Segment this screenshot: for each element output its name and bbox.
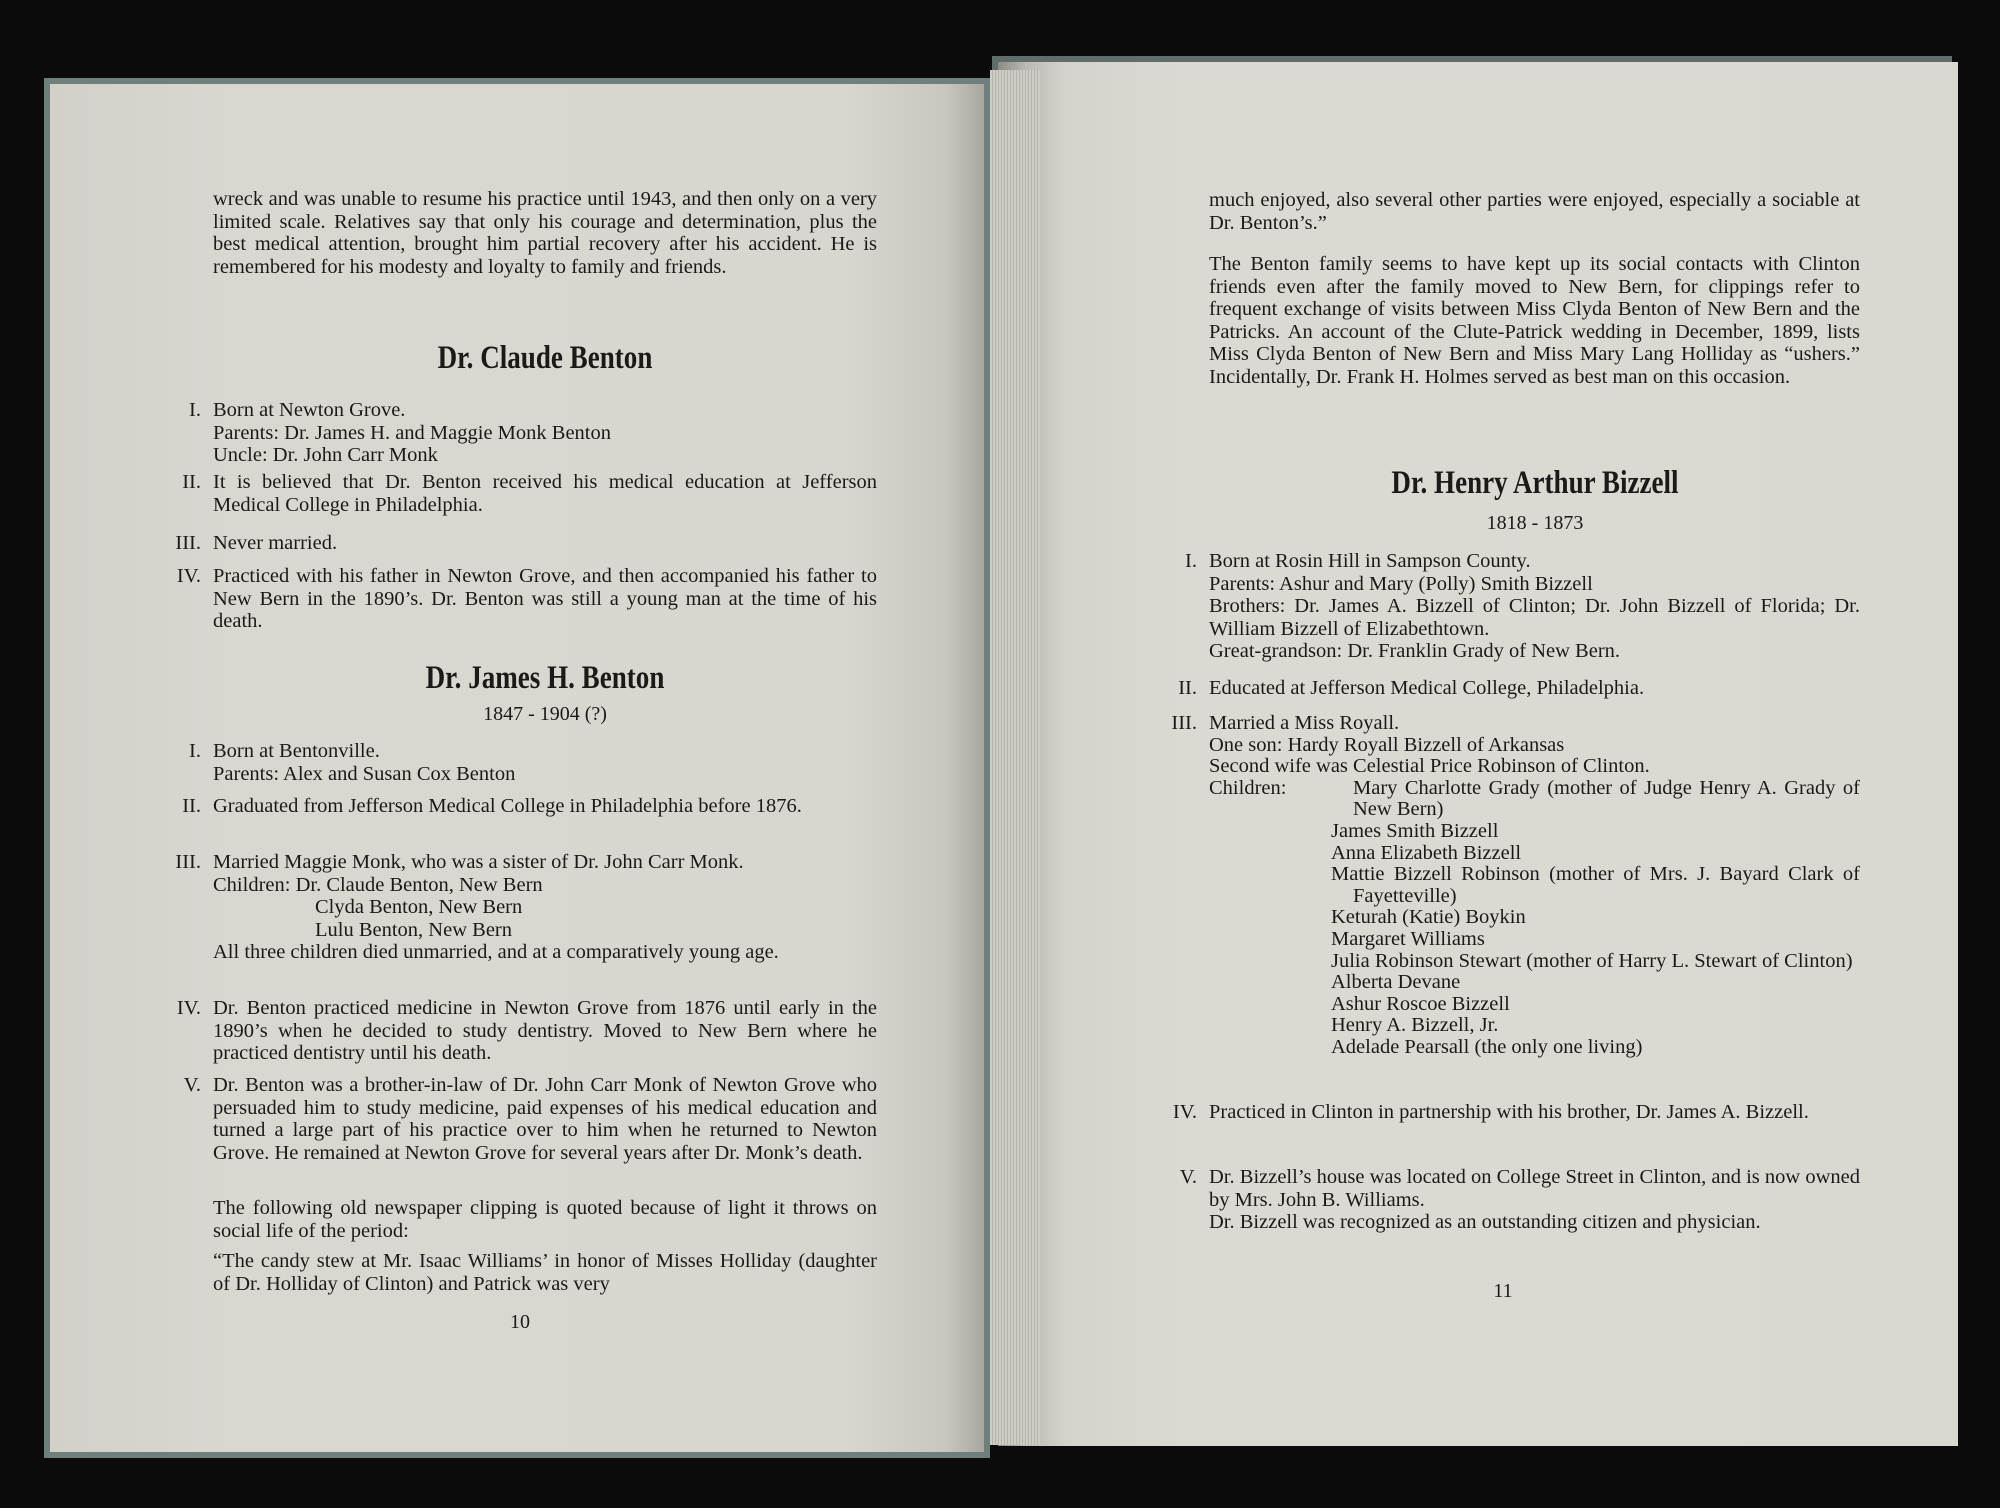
item-text: Graduated from Jefferson Medical College in Philadelphia before 1876. [213,795,802,817]
child-name: Margaret Williams [1331,927,1485,950]
item-line: One son: Hardy Royall Bizzell of Arkansas [1209,733,1565,756]
child-name: Lulu Benton, New Bern [315,918,512,941]
numeral: IV. [1172,1101,1197,1123]
james-item-2 [182,795,877,818]
child-name: Alberta Devane [1331,971,1461,994]
item-line: Parents: Alex and Susan Cox Benton [213,762,516,785]
item-text: Practiced with his father in Newton Grove, and then accompanied his father to New Bern in the 1890’s. Dr. Benton was still a young man at the time of his death. [213,565,877,632]
children-label: Children: [1209,776,1287,799]
page-number-right: 11 [1493,1280,1513,1302]
item-line: Married a Miss Royall. [1209,712,1400,734]
item-text: Never married. [213,532,338,554]
item-text: Dr. Benton practiced medicine in Newton Grove from 1876 until early in the 1890’s when he decided to study dentistry. Moved to New Bern where he practiced dentistry until his death. [213,997,877,1064]
claude-item-2 [182,471,877,516]
numeral: III. [175,851,201,873]
claude-item-1 [189,399,877,467]
children-label: Children: [213,873,291,896]
quote-end: much enjoyed, also several other parties were enjoyed, especially a sociable at Dr. Benton’s.” [1209,189,1860,234]
numeral: V. [1179,1166,1197,1188]
numeral: I. [189,399,201,421]
child-name: Anna Elizabeth Bizzell [1331,841,1522,864]
item-note: All three children died unmarried, and at a comparatively young age. [213,941,779,963]
numeral: II. [182,795,201,817]
section-title-james-benton: Dr. James H. Benton [425,660,665,696]
james-item-5 [183,1074,877,1164]
continuation-paragraph: wreck and was unable to resume his practice until 1943, and then only on a very limited scale. Relatives say that only his courage and determination, plus the best medical attention, brought him partial recovery after his accident. He is remembered for his modesty and loyalty to family and friends. [213,188,877,278]
child-name: Clyda Benton, New Bern [315,896,523,918]
james-item-4 [176,997,877,1065]
child-name: Henry A. Bizzell, Jr. [1331,1014,1499,1037]
item-text: Dr. Benton was a brother-in-law of Dr. John Carr Monk of Newton Grove who persuaded him to study medicine, paid expenses of his medical education and turned a large part of his practice over to him when he returned to Newton Grove. He remained at Newton Grove for several years after Dr. Monk’s death. [213,1074,877,1164]
clipping-intro: The following old newspaper clipping is quoted because of light it throws on social life of the period: [213,1197,877,1242]
item-line: Dr. Bizzell was recognized as an outstanding citizen and physician. [1209,1211,1761,1233]
quote-start: “The candy stew at Mr. Isaac Williams’ in honor of Misses Holliday (daughter of Dr. Holliday of Clinton) and Patrick was very [213,1250,877,1295]
item-line: Born at Bentonville. [213,740,380,762]
numeral: I. [1185,550,1197,572]
claude-item-3 [175,532,877,555]
child-name: Adelade Pearsall (the only one living) [1331,1035,1643,1058]
child-name: Julia Robinson Stewart (mother of Harry L. Stewart of Clinton) [1331,949,1853,972]
child-name: Keturah (Katie) Boykin [1331,906,1526,929]
item-line: Brothers: Dr. James A. Bizzell of Clinton; Dr. John Bizzell of Florida; Dr. William Bizzell of Elizabethtown. [1209,595,1860,640]
item-text: Educated at Jefferson Medical College, Philadelphia. [1209,677,1645,699]
bizzell-item-4 [1172,1101,1860,1124]
page-edges [990,70,1040,1445]
numeral: IV. [176,565,201,587]
bizzell-item-1 [1185,550,1860,663]
section-title-henry-bizzell: Dr. Henry Arthur Bizzell [1391,465,1679,501]
item-line: Parents: Ashur and Mary (Polly) Smith Bizzell [1209,572,1593,595]
child-name: Dr. Claude Benton, New Bern [295,873,543,896]
bizzell-item-5 [1179,1166,1860,1234]
numeral: IV. [176,997,201,1019]
item-line: Second wife was Celestial Price Robinson of Clinton. [1209,755,1650,778]
james-item-1 [189,740,877,785]
numeral: I. [189,740,201,762]
item-line: Parents: Dr. James H. and Maggie Monk Benton [213,421,611,444]
numeral: II. [1178,677,1197,699]
child-name: Mary Charlotte Grady (mother of Judge Henry A. Grady of New Bern) [1353,776,1860,821]
benton-family-paragraph: The Benton family seems to have kept up its social contacts with Clinton friends even after the family moved to New Bern, for clippings refer to frequent exchange of visits between Miss Clyda Benton of New Bern and the Patricks. An account of the Clute-Patrick wedding in December, 1899, lists Miss Clyda Benton of New Bern and Miss Mary Lang Holliday as “ushers.” Incidentally, Dr. Frank H. Holmes served as best man on this occasion. [1209,253,1860,388]
claude-item-4 [176,565,877,633]
bizzell-item-3 [1171,712,1860,1059]
bizzell-item-2 [1178,677,1860,700]
item-text: Practiced in Clinton in partnership with his brother, Dr. James A. Bizzell. [1209,1101,1809,1123]
child-name: James Smith Bizzell [1331,819,1499,842]
numeral: V. [183,1074,201,1096]
james-item-3 [175,851,877,964]
page-number-left: 10 [510,1311,530,1333]
item-line: Uncle: Dr. John Carr Monk [213,444,438,466]
item-text: It is believed that Dr. Benton received his medical education at Jefferson Medical College in Philadelphia. [213,471,877,516]
numeral: II. [182,471,201,493]
section-dates: 1818 - 1873 [1486,512,1584,534]
child-name: Ashur Roscoe Bizzell [1331,992,1510,1015]
child-name: Mattie Bizzell Robinson (mother of Mrs. J. Bayard Clark of Fayetteville) [1331,863,1860,907]
section-dates: 1847 - 1904 (?) [483,703,607,725]
item-line: Great-grandson: Dr. Franklin Grady of New Bern. [1209,640,1621,662]
item-line: Born at Newton Grove. [213,399,406,421]
section-title-claude-benton: Dr. Claude Benton [437,340,653,376]
numeral: III. [1171,712,1197,734]
item-text: Married Maggie Monk, who was a sister of Dr. John Carr Monk. [213,851,744,873]
item-line: Born at Rosin Hill in Sampson County. [1209,550,1531,572]
item-line: Dr. Bizzell’s house was located on College Street in Clinton, and is now owned by Mrs. John B. Williams. [1209,1166,1860,1211]
numeral: III. [175,532,201,554]
